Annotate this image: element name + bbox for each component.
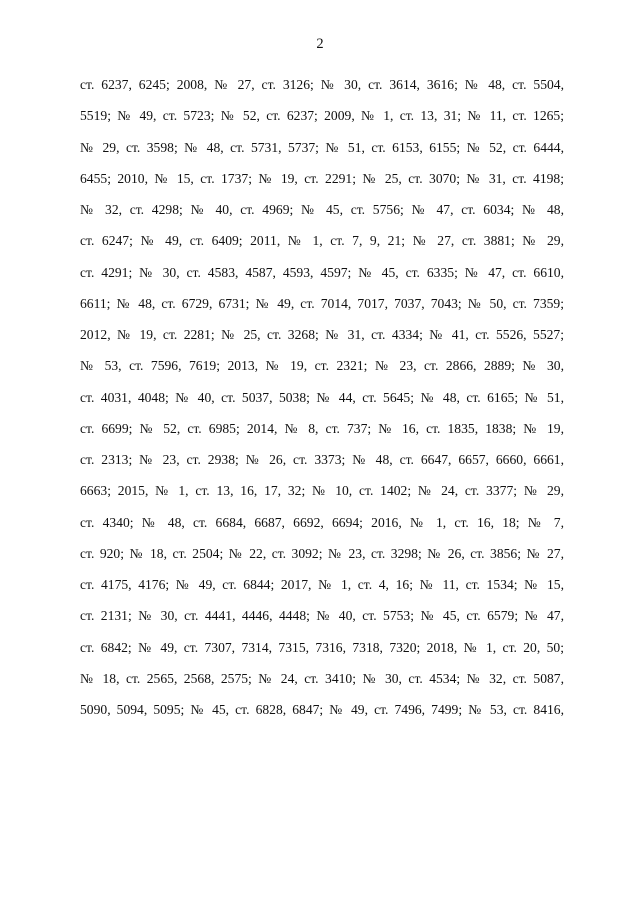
text-line: ст. 6699; № 52, ст. 6985; 2014, № 8, ст. 737; № 16, ст. 1835, 1838; № 19, <box>80 420 564 436</box>
text-line: № 29, ст. 3598; № 48, ст. 5731, 5737; № 51, ст. 6153, 6155; № 52, ст. 6444, <box>80 139 564 155</box>
text-line: 6663; 2015, № 1, ст. 13, 16, 17, 32; № 10, ст. 1402; № 24, ст. 3377; № 29, <box>80 483 564 499</box>
text-line: ст. 920; № 18, ст. 2504; № 22, ст. 3092; № 23, ст. 3298; № 26, ст. 3856; № 27, <box>80 545 564 561</box>
text-line: 6611; № 48, ст. 6729, 6731; № 49, ст. 7014, 7017, 7037, 7043; № 50, ст. 7359; <box>80 295 564 311</box>
text-line: № 32, ст. 4298; № 40, ст. 4969; № 45, ст. 5756; № 47, ст. 6034; № 48, <box>80 202 564 217</box>
text-line: ст. 6247; № 49, ст. 6409; 2011, № 1, ст. 7, 9, 21; № 27, ст. 3881; № 29, <box>80 233 564 249</box>
text-line: ст. 6237, 6245; 2008, № 27, ст. 3126; № 30, ст. 3614, 3616; № 48, ст. 5504, <box>80 77 564 92</box>
text-line: 2012, № 19, ст. 2281; № 25, ст. 3268; № 31, ст. 4334; № 41, ст. 5526, 5527; <box>80 327 564 342</box>
text-line: ст. 2313; № 23, ст. 2938; № 26, ст. 3373; № 48, ст. 6647, 6657, 6660, 6661, <box>80 452 564 467</box>
text-line: ст. 6842; № 49, ст. 7307, 7314, 7315, 7316, 7318, 7320; 2018, № 1, ст. 20, 50; <box>80 639 564 655</box>
text-line: 5519; № 49, ст. 5723; № 52, ст. 6237; 2009, № 1, ст. 13, 31; № 11, ст. 1265; <box>80 108 564 124</box>
text-line: № 53, ст. 7596, 7619; 2013, № 19, ст. 2321; № 23, ст. 2866, 2889; № 30, <box>80 358 564 374</box>
body-text <box>80 73 564 729</box>
text-line: ст. 4031, 4048; № 40, ст. 5037, 5038; № 44, ст. 5645; № 48, ст. 6165; № 51, <box>80 389 564 405</box>
text-line: ст. 4340; № 48, ст. 6684, 6687, 6692, 6694; 2016, № 1, ст. 16, 18; № 7, <box>80 514 564 530</box>
text-line: № 18, ст. 2565, 2568, 2575; № 24, ст. 3410; № 30, ст. 4534; № 32, ст. 5087, <box>80 670 564 686</box>
page-number: 2 <box>316 36 324 52</box>
text-line: 6455; 2010, № 15, ст. 1737; № 19, ст. 2291; № 25, ст. 3070; № 31, ст. 4198; <box>80 170 564 186</box>
text-line: ст. 2131; № 30, ст. 4441, 4446, 4448; № 40, ст. 5753; № 45, ст. 6579; № 47, <box>80 608 564 624</box>
text-line: ст. 4291; № 30, ст. 4583, 4587, 4593, 4597; № 45, ст. 6335; № 47, ст. 6610, <box>80 264 564 280</box>
text-line: 5090, 5094, 5095; № 45, ст. 6828, 6847; № 49, ст. 7496, 7499; № 53, ст. 8416, <box>80 702 564 717</box>
text-line: ст. 4175, 4176; № 49, ст. 6844; 2017, № 1, ст. 4, 16; № 11, ст. 1534; № 15, <box>80 577 564 592</box>
